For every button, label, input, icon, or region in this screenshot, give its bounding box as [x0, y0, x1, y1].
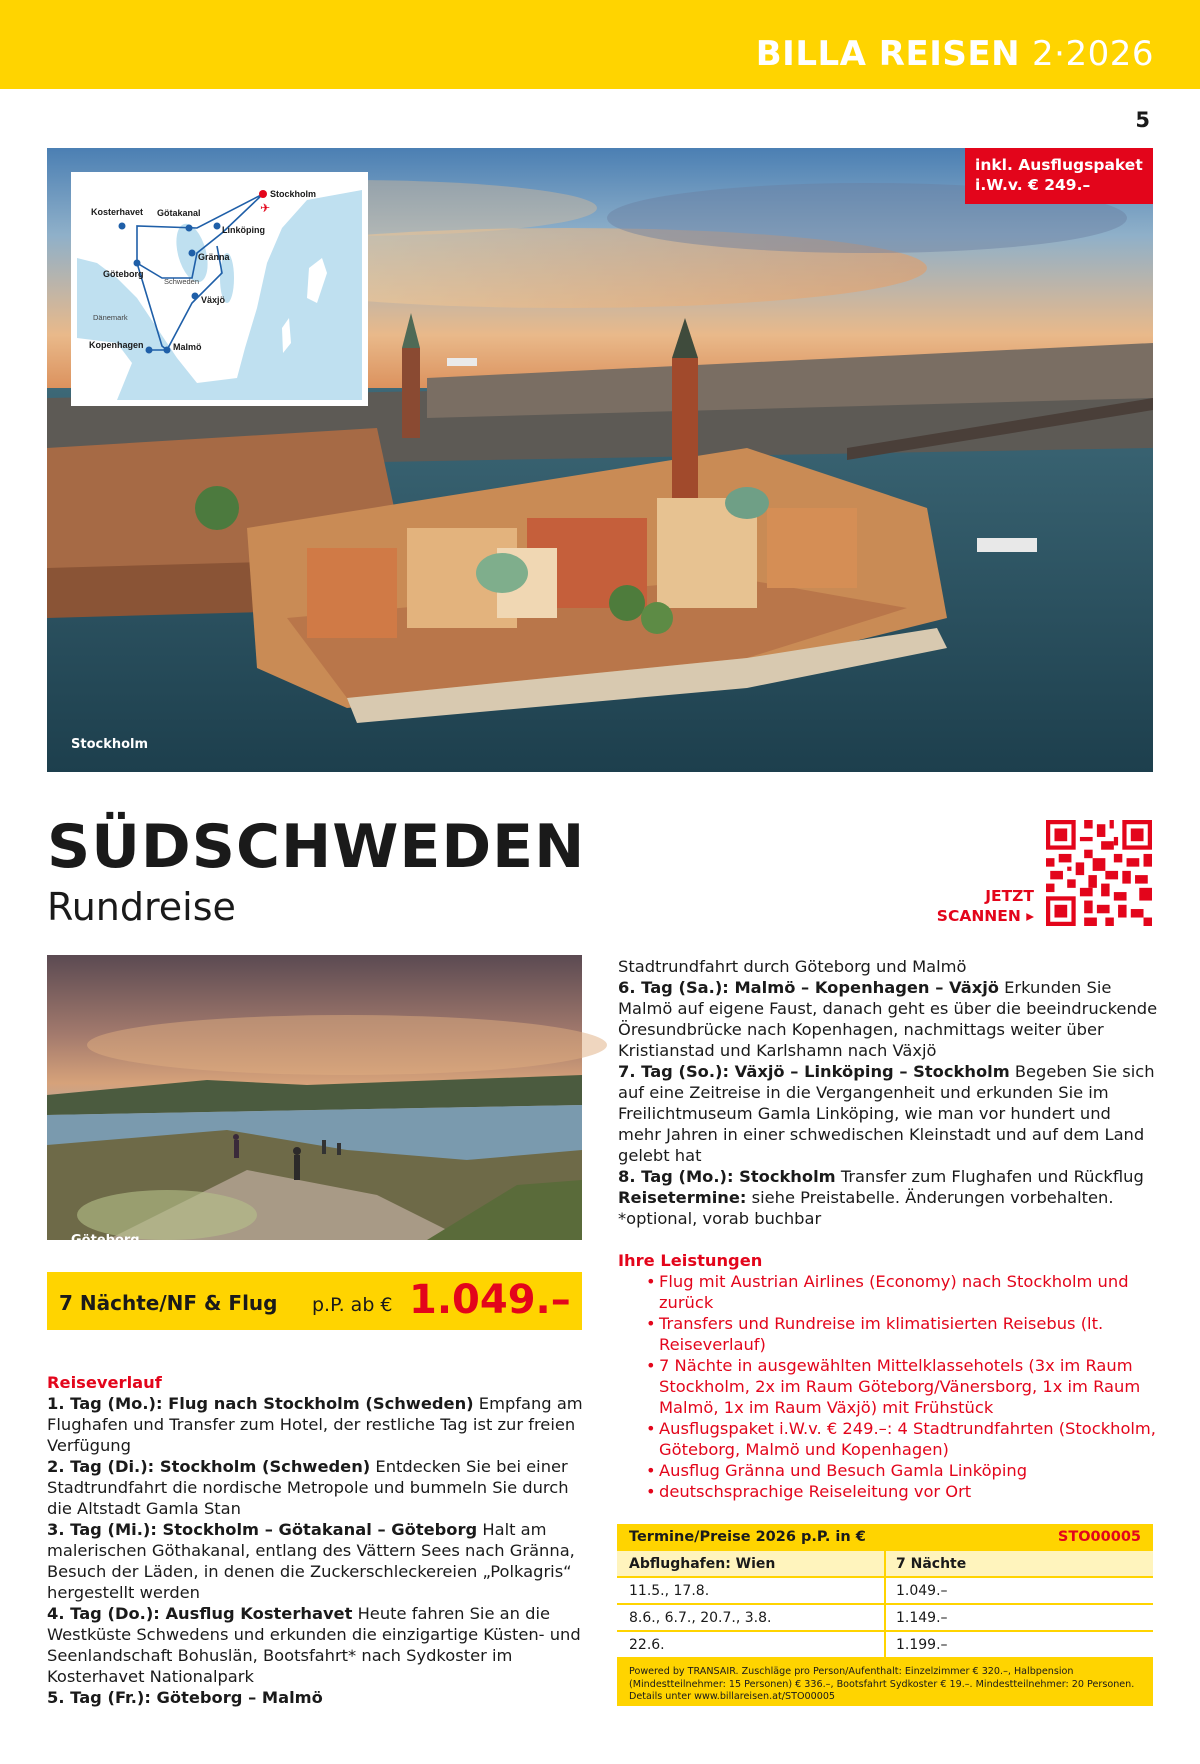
itinerary-day-2: 2. Tag (Di.): Stockholm (Schweden) Entdecken Sie bei einer Stadtrundfahrt die nordische Metropole und bummeln Sie durch die Altstadt Gamla Stan	[47, 1457, 569, 1518]
row-price: 1.149.–	[896, 1610, 948, 1626]
row-price: 1.049.–	[896, 1583, 948, 1599]
price-table	[617, 1524, 1153, 1706]
travel-dates-note: Reisetermine: siehe Preistabelle. Änderungen vorbehalten.	[618, 1188, 1114, 1207]
price-table-footer: Powered by TRANSAIR. Zuschläge pro Person/Aufenthalt: Einzelzimmer € 320.–, Halbpension (Mindestteilnehmer: 15 Personen) € 336.–, Bootsfahrt Sydkoster € 19.–. Mindestteilnehmer: 20 Personen. Details unter www.billareisen.at/STO00005	[617, 1659, 1153, 1706]
service-item: • Transfers und Rundreise im klimatisierten Reisebus (lt. Reiseverlauf)	[646, 1313, 1158, 1355]
service-item: • Flug mit Austrian Airlines (Economy) nach Stockholm und zurück	[646, 1271, 1158, 1313]
map-label-linkoeping: Linköping	[222, 225, 265, 235]
itinerary-right	[618, 956, 1158, 1229]
row-price: 1.199.–	[896, 1637, 948, 1653]
service-item: • Ausflugspaket i.W.v. € 249.–: 4 Stadtrundfahrten (Stockholm, Göteborg, Malmö und Kopenhagen)	[646, 1418, 1158, 1460]
trip-code: STO00005	[1057, 1529, 1141, 1545]
route-map	[71, 172, 368, 406]
price-nights: 7 Nächte/NF & Flug	[59, 1291, 278, 1315]
price-bar	[47, 1272, 582, 1330]
row-dates: 8.6., 6.7., 20.7., 3.8.	[629, 1610, 772, 1626]
map-label-goeteborg: Göteborg	[103, 269, 144, 279]
price-prefix: p.P. ab €	[312, 1294, 393, 1316]
issue-number: 2·2026	[1032, 34, 1154, 74]
hero-caption: Stockholm	[71, 737, 149, 752]
page-subtitle: Rundreise	[47, 885, 236, 929]
services-list	[618, 1250, 1158, 1502]
map-label-graenna: Gränna	[198, 252, 230, 262]
itinerary-day-1: 1. Tag (Mo.): Flug nach Stockholm (Schweden) Empfang am Flughafen und Transfer zum Hotel, der restliche Tag ist zur freien Verfügung	[47, 1394, 583, 1455]
itinerary-day-7: 7. Tag (So.): Växjö – Linköping – Stockholm Begeben Sie sich auf eine Zeitreise in die Vergangenheit und erkunden Sie im Freilichtmuseum Gamla Linköping, wie man vor hundert und mehr Jahren in einer schwedischen Kleinstadt und auf dem Land gelebt hat	[618, 1062, 1155, 1165]
table-row	[617, 1632, 1153, 1659]
service-item: • 7 Nächte in ausgewählten Mittelklassehotels (3x im Raum Stockholm, 2x im Raum Göteborg/Vänersborg, 1x im Raum Malmö, 1x im Raum Växjö) mit Frühstück	[646, 1355, 1158, 1418]
service-item: • Ausflug Gränna und Besuch Gamla Linköping	[646, 1460, 1158, 1481]
itinerary-left	[47, 1372, 587, 1708]
column-header-departure: Abflughafen: Wien	[629, 1556, 776, 1572]
scan-line-2: SCANNEN ▸	[936, 907, 1034, 926]
map-label-schweden: Schweden	[164, 277, 200, 286]
itinerary-day-3: 3. Tag (Mi.): Stockholm – Götakanal – Göteborg Halt am malerischen Göthakanal, entlang des Vättern Sees nach Gränna, Besuch der Läden, in denen die Zuckerschleckereien „Polkagris“ hergestellt werden	[47, 1520, 575, 1602]
map-label-stockholm: Stockholm	[270, 189, 317, 199]
row-dates: 11.5., 17.8.	[629, 1583, 710, 1599]
badge-line-1: inkl. Ausflugspaket	[975, 156, 1143, 174]
map-label-kosterhavet: Kosterhavet	[91, 207, 144, 217]
coast-landscape	[47, 955, 582, 1240]
scan-prompt	[920, 886, 1034, 926]
map-label-daenemark: Dänemark	[93, 313, 128, 322]
excursion-badge	[965, 148, 1153, 204]
optional-footnote: *optional, vorab buchbar	[618, 1209, 822, 1228]
page-title: SÜDSCHWEDEN	[47, 812, 586, 882]
goeteborg-caption: Göteborg	[71, 1233, 140, 1248]
scan-line-1: JETZT	[985, 887, 1034, 905]
services-heading: Ihre Leistungen	[618, 1251, 763, 1270]
header-bar	[0, 0, 1200, 89]
itinerary-day-5-continued: Stadtrundfahrt durch Göteborg und Malmö	[618, 957, 967, 976]
svg-text:✈: ✈	[260, 201, 271, 215]
map-label-malmoe: Malmö	[173, 342, 202, 352]
itinerary-heading: Reiseverlauf	[47, 1373, 162, 1392]
price-amount: 1.049.–	[409, 1277, 571, 1323]
brand-name: BILLA REISEN	[755, 34, 1021, 74]
brand-title	[756, 34, 1154, 74]
map-label-vaexjoe: Växjö	[201, 295, 226, 305]
table-column-headers	[617, 1551, 1153, 1578]
page-number: 5	[1135, 108, 1150, 132]
itinerary-day-5: 5. Tag (Fr.): Göteborg – Malmö	[47, 1688, 323, 1707]
map-label-goetakanal: Götakanal	[157, 208, 201, 218]
map-label-kopenhagen: Kopenhagen	[89, 340, 144, 350]
sweden-route-map	[77, 178, 362, 400]
price-table-header	[617, 1524, 1153, 1551]
qr-code-icon[interactable]	[1046, 820, 1152, 926]
column-header-nights: 7 Nächte	[896, 1556, 967, 1572]
service-item: • deutschsprachige Reiseleitung vor Ort	[646, 1481, 1158, 1502]
itinerary-day-8: 8. Tag (Mo.): Stockholm Transfer zum Flughafen und Rückflug	[618, 1167, 1144, 1186]
row-dates: 22.6.	[629, 1637, 665, 1653]
goeteborg-photo	[47, 955, 582, 1248]
price-table-title: Termine/Preise 2026 p.P. in €	[629, 1529, 866, 1545]
table-row	[617, 1605, 1153, 1632]
badge-line-2: i.W.v. € 249.–	[975, 176, 1091, 195]
itinerary-day-4: 4. Tag (Do.): Ausflug Kosterhavet Heute fahren Sie an die Westküste Schwedens und erkunden die einzigartige Küsten- und Seenlandschaft Bohuslän, Bootsfahrt* nach Sydkoster im Kosterhavet Nationalpark	[47, 1604, 581, 1686]
table-row	[617, 1578, 1153, 1605]
itinerary-day-6: 6. Tag (Sa.): Malmö – Kopenhagen – Växjö Erkunden Sie Malmö auf eigene Faust, danach geht es über die beeindruckende Öresundbrücke nach Kopenhagen, nachmittags weiter über Kristianstad und Karlshamn nach Växjö	[618, 978, 1158, 1060]
